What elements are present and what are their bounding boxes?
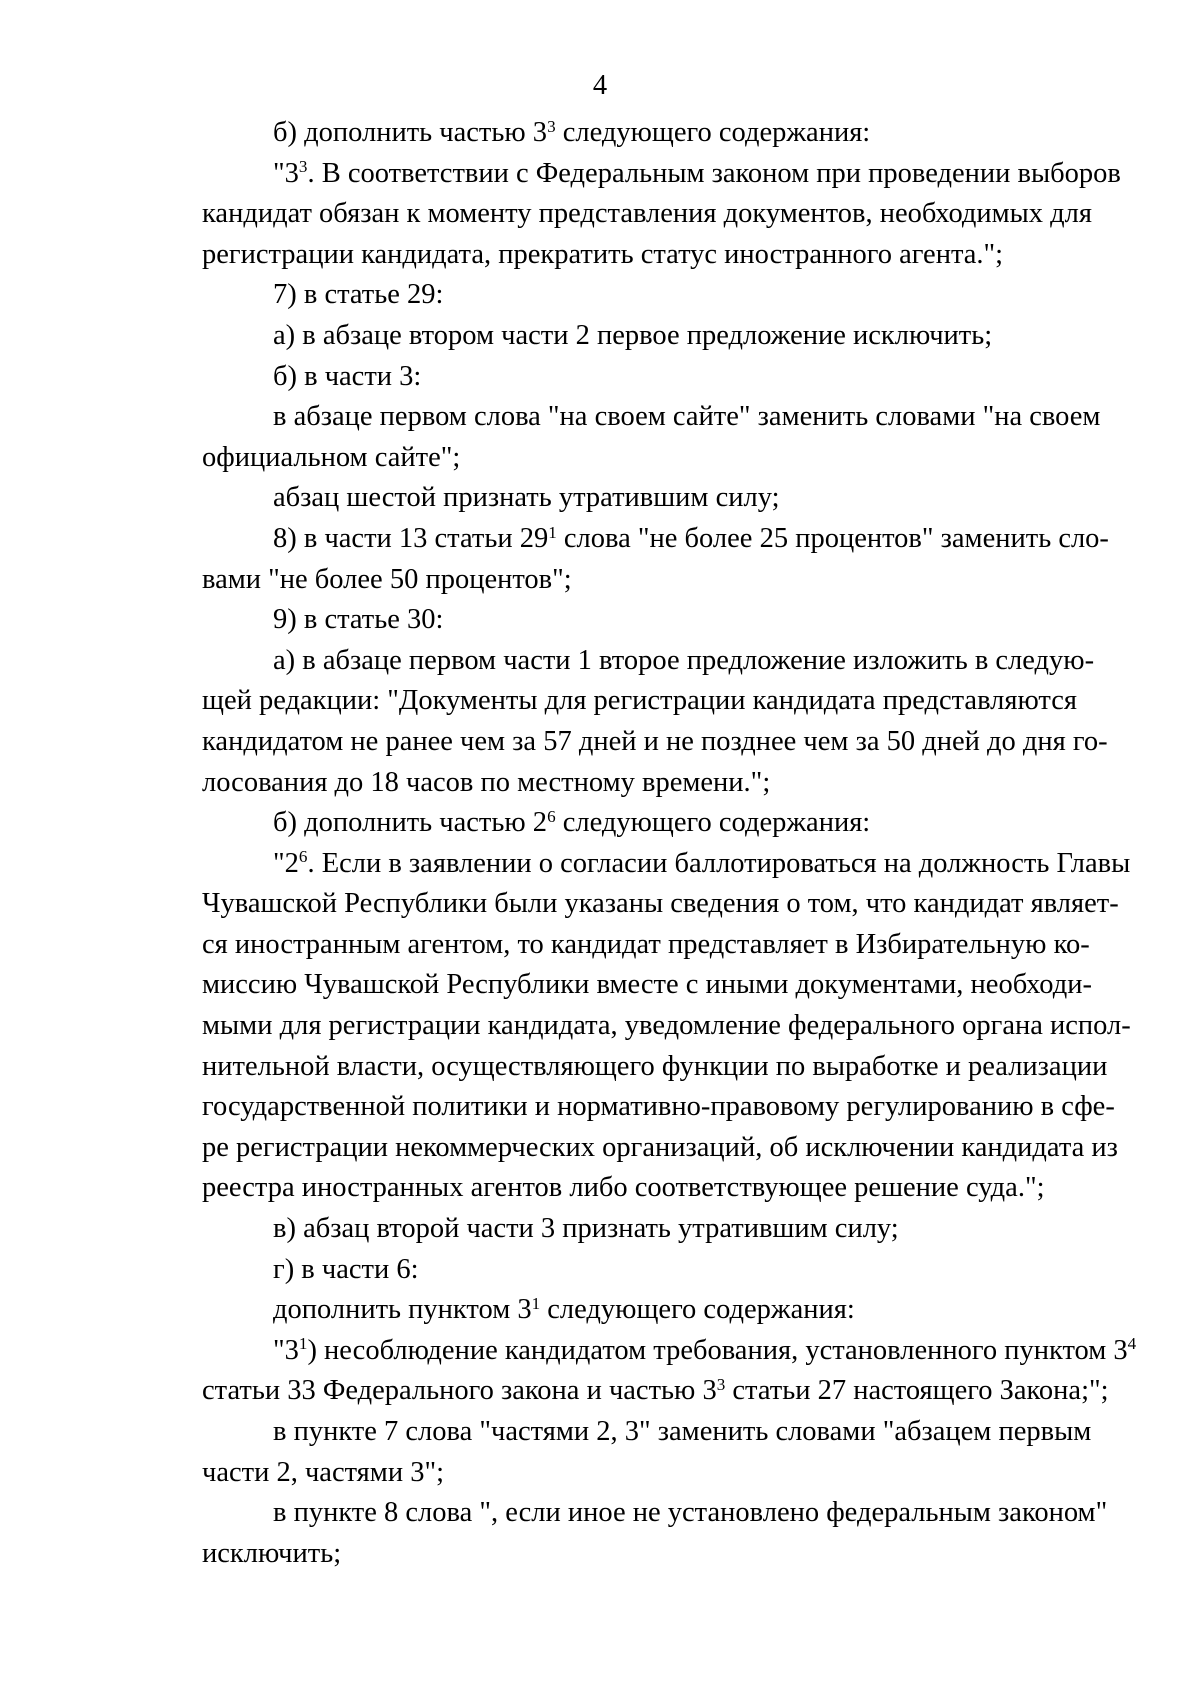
line-text: регистрации кандидата, прекратить статус иностранного агента."; bbox=[202, 238, 1004, 270]
superscript: 1 bbox=[298, 1334, 308, 1354]
text-line bbox=[202, 1331, 1137, 1372]
text-line bbox=[202, 844, 1131, 885]
line-text-continued: ) несоблюдение кандидатом требования, установленного пунктом 3 bbox=[307, 1334, 1128, 1366]
line-text: щей редакции: "Документы для регистрации кандидата представляются bbox=[202, 685, 1077, 717]
text-line bbox=[202, 1534, 1028, 1575]
line-text-continued: статьи 27 настоящего Закона;"; bbox=[725, 1375, 1109, 1407]
line-text: ре регистрации некоммерческих организаций, об исключении кандидата из bbox=[202, 1131, 1118, 1163]
text-line bbox=[202, 1290, 1028, 1331]
text-line bbox=[202, 316, 1028, 357]
line-text: "3 bbox=[273, 1334, 299, 1366]
text-line bbox=[202, 600, 1028, 641]
line-text: официальном сайте"; bbox=[202, 441, 461, 473]
text-line bbox=[202, 1006, 1131, 1047]
line-text: ся иностранным агентом, то кандидат представляет в Избирательную ко- bbox=[202, 928, 1090, 960]
text-line bbox=[202, 803, 1028, 844]
text-line bbox=[202, 763, 1028, 804]
line-text-continued: . В соответствии с Федеральным законом при проведении выборов bbox=[307, 157, 1121, 189]
line-text: б) дополнить частью 3 bbox=[273, 117, 548, 148]
page-number: 4 bbox=[592, 70, 608, 101]
superscript: 6 bbox=[298, 847, 308, 867]
line-text-continued: следующего содержания: bbox=[555, 807, 871, 839]
line-text: реестра иностранных агентов либо соответствующее решение суда."; bbox=[202, 1172, 1045, 1204]
line-text: а) в абзаце первом части 1 второе предложение изложить в следую- bbox=[273, 644, 1095, 676]
text-line bbox=[202, 1371, 1109, 1412]
text-line bbox=[202, 560, 1028, 601]
line-text: в пункте 7 слова "частями 2, 3" заменить словами "абзацем первым bbox=[273, 1416, 1092, 1447]
text-line bbox=[202, 1128, 1118, 1169]
text-line bbox=[202, 925, 1090, 966]
text-line bbox=[202, 884, 1119, 925]
line-text-continued: . Если в заявлении о согласии баллотироваться на должность Главы bbox=[307, 847, 1131, 879]
superscript: 3 bbox=[547, 116, 556, 136]
line-text: в пункте 8 слова ", если иное не установлено федеральным законом" bbox=[273, 1497, 1108, 1529]
superscript: 3 bbox=[298, 157, 308, 177]
line-text: исключить; bbox=[202, 1537, 342, 1569]
text-line bbox=[202, 478, 1028, 519]
document-body bbox=[202, 113, 1137, 1574]
superscript: 1 bbox=[531, 1293, 541, 1313]
text-line bbox=[202, 681, 1077, 722]
line-text: в) абзац второй части 3 признать утратившим силу; bbox=[273, 1213, 899, 1245]
text-line bbox=[202, 397, 1101, 438]
line-text: б) в части 3: bbox=[273, 360, 422, 392]
line-text: государственной политики и нормативно-правовому регулированию в сфе- bbox=[202, 1091, 1115, 1123]
text-line bbox=[202, 641, 1095, 682]
superscript: 6 bbox=[547, 806, 556, 826]
text-line bbox=[202, 1493, 1108, 1534]
line-text: части 2, частями 3"; bbox=[202, 1456, 444, 1488]
line-text: мыми для регистрации кандидата, уведомление федерального органа испол- bbox=[202, 1010, 1131, 1042]
text-line bbox=[202, 113, 1028, 154]
text-line bbox=[202, 357, 1028, 398]
line-text: нительной власти, осуществляющего функции по выработке и реализации bbox=[202, 1050, 1108, 1082]
text-line bbox=[202, 965, 1092, 1006]
line-text-continued: следующего содержания: bbox=[540, 1294, 855, 1326]
text-line bbox=[202, 235, 1028, 276]
line-text: "2 bbox=[273, 847, 299, 879]
text-line bbox=[202, 1209, 1028, 1250]
text-line bbox=[202, 275, 1028, 316]
text-line bbox=[202, 1047, 1108, 1088]
line-text: "3 bbox=[273, 157, 299, 189]
line-text: 7) в статье 29: bbox=[273, 279, 444, 311]
line-text: лосования до 18 часов по местному времени."; bbox=[202, 766, 771, 798]
text-line bbox=[202, 1087, 1115, 1128]
superscript: 1 bbox=[548, 522, 557, 542]
text-line bbox=[202, 1412, 1092, 1453]
text-line bbox=[202, 438, 1028, 479]
line-text: вами "не более 50 процентов"; bbox=[202, 563, 572, 595]
text-line bbox=[202, 519, 1109, 560]
line-text-continued: слова "не более 25 процентов" заменить сло- bbox=[556, 522, 1109, 554]
text-line bbox=[202, 1250, 1028, 1291]
text-line bbox=[202, 194, 1093, 235]
line-text: г) в части 6: bbox=[273, 1253, 419, 1285]
line-text: б) дополнить частью 2 bbox=[273, 807, 548, 839]
line-text: 8) в части 13 статьи 29 bbox=[273, 522, 549, 554]
line-text: дополнить пунктом 3 bbox=[273, 1294, 532, 1326]
superscript: 4 bbox=[1127, 1334, 1137, 1354]
line-text: абзац шестой признать утратившим силу; bbox=[273, 482, 780, 514]
line-text-continued: следующего содержания: bbox=[555, 117, 871, 148]
line-text: миссию Чувашской Республики вместе с иными документами, необходи- bbox=[202, 969, 1092, 1001]
superscript: 3 bbox=[716, 1375, 726, 1395]
line-text: 9) в статье 30: bbox=[273, 604, 444, 636]
text-line bbox=[202, 154, 1121, 195]
line-text: а) в абзаце втором части 2 первое предложение исключить; bbox=[273, 319, 993, 351]
line-text: кандидат обязан к моменту представления документов, необходимых для bbox=[202, 198, 1093, 230]
line-text: в абзаце первом слова "на своем сайте" заменить словами "на своем bbox=[273, 401, 1101, 433]
text-line bbox=[202, 1168, 1045, 1209]
line-text: статьи 33 Федерального закона и частью 3 bbox=[202, 1375, 717, 1407]
line-text: кандидатом не ранее чем за 57 дней и не позднее чем за 50 дней до дня го- bbox=[202, 725, 1108, 757]
line-text: Чувашской Республики были указаны сведения о том, что кандидат являет- bbox=[202, 888, 1119, 920]
text-line bbox=[202, 722, 1108, 763]
text-line bbox=[202, 1453, 1028, 1494]
